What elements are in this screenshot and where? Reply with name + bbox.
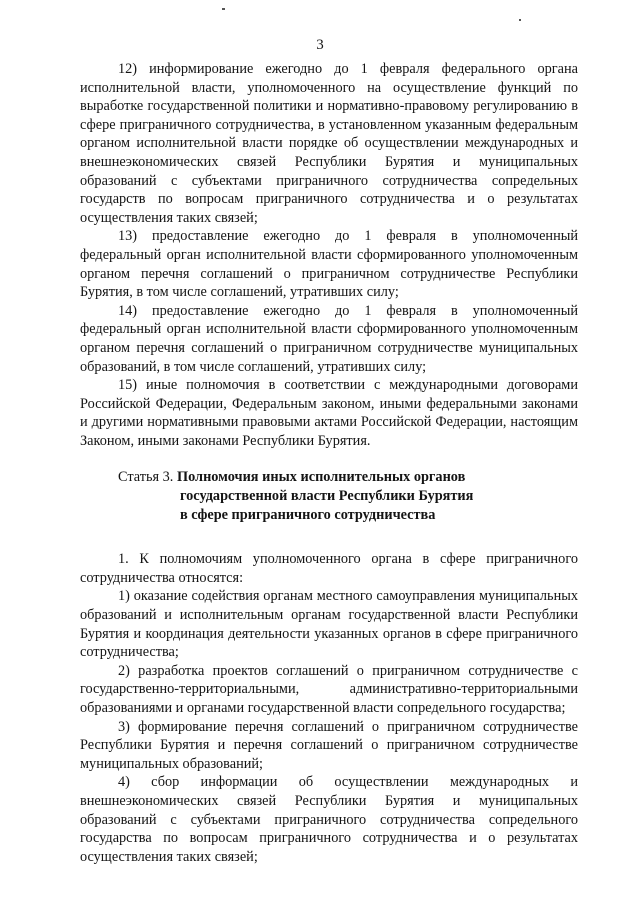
paragraph-item-13: 13) предоставление ежегодно до 1 февраля в уполномоченный федеральный орган исполнительной власти сформированного уполномоченным органом перечня соглашений о приграничном сотрудничестве Республики Бурятия, в том числе соглашений, утративших силу;: [80, 228, 578, 301]
paragraph-part-1-intro: 1. К полномочиям уполномоченного органа в сфере приграничного сотрудничества относятся:: [80, 551, 578, 586]
article-title-line-2: государственной власти Республики Бурятия: [180, 488, 474, 505]
article-label: Статья 3.: [118, 469, 174, 486]
paragraph-subitem-2: 2) разработка проектов соглашений о приграничном сотрудничестве с государственно-территориальными, административно-территориальными образованиями и органами государственной власти сопредельного государства;: [80, 662, 578, 716]
paragraph-item-14: 14) предоставление ежегодно до 1 февраля в уполномоченный федеральный орган исполнительной власти сформированного уполномоченным органом перечня соглашений о приграничном сотрудничестве муниципальных образований, в том числе соглашений, утративших силу;: [80, 302, 578, 375]
paragraph-subitem-1: 1) оказание содействия органам местного самоуправления муниципальных образований и исполнительным органам государственной власти Республики Бурятия и координация деятельности указанных органов в сфере приграничного сотрудничества;: [80, 588, 578, 661]
scan-mark-top: [222, 8, 225, 10]
page-number: 3: [316, 37, 324, 53]
scan-mark-right: [519, 19, 521, 21]
paragraph-subitem-3: 3) формирование перечня соглашений о приграничном сотрудничестве Республики Бурятия и перечня соглашений о приграничном сотрудничестве муниципальных образований;: [80, 718, 578, 772]
article-title-line-3: в сфере приграничного сотрудничества: [180, 506, 436, 523]
paragraph-item-15: 15) иные полномочия в соответствии с международными договорами Российской Федерации, Федеральным законом, иными федеральными законами и другими нормативными правовыми актами Российской Федерации, настоящим Законом, иными законами Республики Бурятия.: [80, 377, 578, 449]
article-title-line-1: Полномочия иных исполнительных органов: [176, 469, 466, 486]
paragraph-item-12: 12) информирование ежегодно до 1 февраля федерального органа исполнительной власти, уполномоченного на осуществление функций по выработке государственной политики и нормативно-правовому регулированию в сфере приграничного сотрудничества, в установленном указанным федеральным органом исполнительной власти порядке об осуществлении международных и внешнеэкономических связей Республики Бурятия и муниципальных образований с субъектами приграничного сотрудничества сопредельных государств по вопросам приграничного сотрудничества и о результатах осуществления таких связей;: [80, 61, 578, 226]
document-body: [80, 60, 578, 866]
article-heading: [80, 468, 578, 524]
paragraph-subitem-4: 4) сбор информации об осуществлении международных и внешнеэкономических связей Республики Бурятия и муниципальных образований с субъектами приграничного сотрудничества сопредельного государства по вопросам приграничного сотрудничества и о результатах осуществления таких связей;: [80, 774, 578, 865]
